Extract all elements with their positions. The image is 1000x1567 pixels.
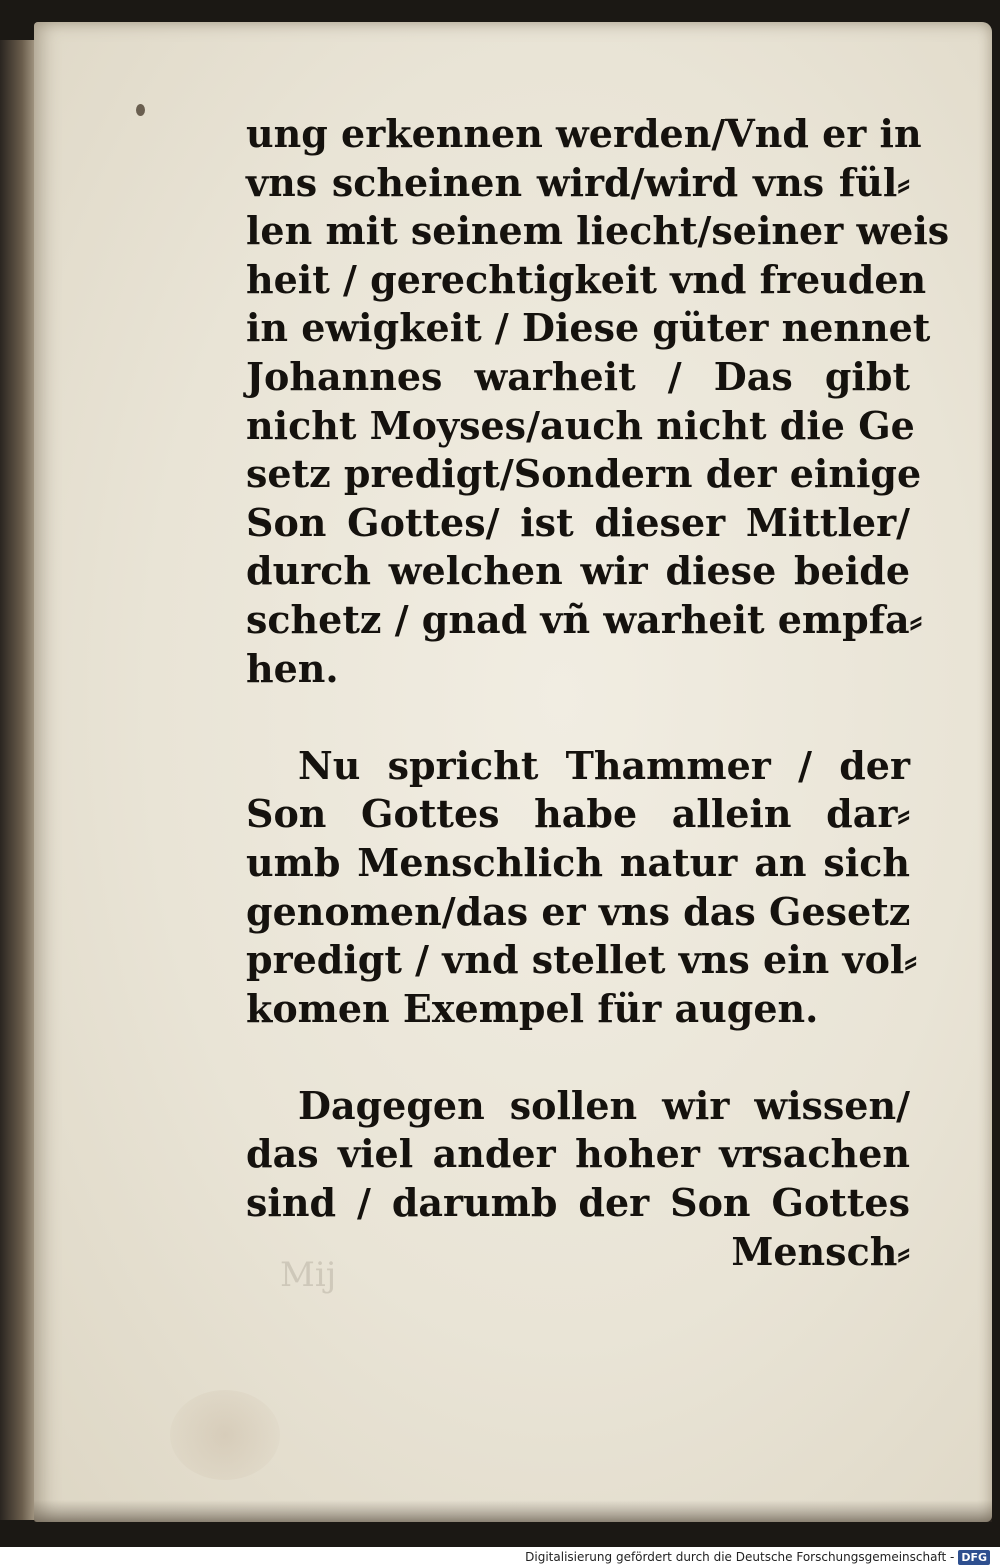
show-through-signature: Mij xyxy=(280,1255,337,1295)
text-line: Son Gottes habe allein dar⸗ xyxy=(246,791,910,837)
catchword: Mensch⸗ xyxy=(731,1228,910,1274)
text-line: vns scheinen wird/wird vns fül⸗ xyxy=(246,159,910,205)
text-line: schetz / gnad vñ warheit empfa⸗ xyxy=(246,596,923,642)
text-line: nicht Moyses/auch nicht die Ge xyxy=(246,402,915,448)
paragraph-gap xyxy=(246,1033,910,1082)
text-line: genomen/das er vns das Gesetz xyxy=(246,888,911,934)
credit-text: Digitalisierung gefördert durch die Deutsche Forschungsgemeinschaft - xyxy=(525,1550,955,1564)
ink-dot xyxy=(136,104,145,116)
page-text xyxy=(246,110,950,1276)
text-line: in ewigkeit / Diese güter nennet xyxy=(246,305,931,351)
text-line: sind / darumb der Son Gottes xyxy=(246,1180,910,1226)
text-line: durch welchen wir diese beide xyxy=(246,548,910,594)
page-bottom-shadow xyxy=(34,1500,992,1522)
text-line: ung erkennen werden/Vnd er in xyxy=(246,111,922,156)
text-line: Son Gottes/ ist dieser Mittler/ xyxy=(246,499,910,545)
paper-stain xyxy=(170,1390,280,1480)
text-line: komen Exempel für augen. xyxy=(246,985,819,1031)
text-line: heit / gerechtigkeit vnd freuden xyxy=(246,256,927,302)
text-line: predigt / vnd stellet vns ein vol⸗ xyxy=(246,937,918,983)
text-line: Johannes warheit / Das gibt xyxy=(246,353,910,399)
text-line: Dagegen sollen wir wissen/ xyxy=(298,1082,910,1128)
text-line: umb Menschlich natur an sich xyxy=(246,839,910,885)
text-line: setz predigt/Sondern der einige xyxy=(246,451,922,497)
text-line: das viel ander hoher vrsachen xyxy=(246,1131,910,1177)
dfg-logo: DFG xyxy=(958,1550,990,1565)
text-line: Nu spricht Thammer / der xyxy=(298,742,910,788)
dfg-credit xyxy=(525,1547,990,1567)
paragraph-gap xyxy=(246,693,910,742)
text-line: hen. xyxy=(246,645,339,691)
text-line: len mit seinem liecht/seiner weis xyxy=(246,208,950,254)
